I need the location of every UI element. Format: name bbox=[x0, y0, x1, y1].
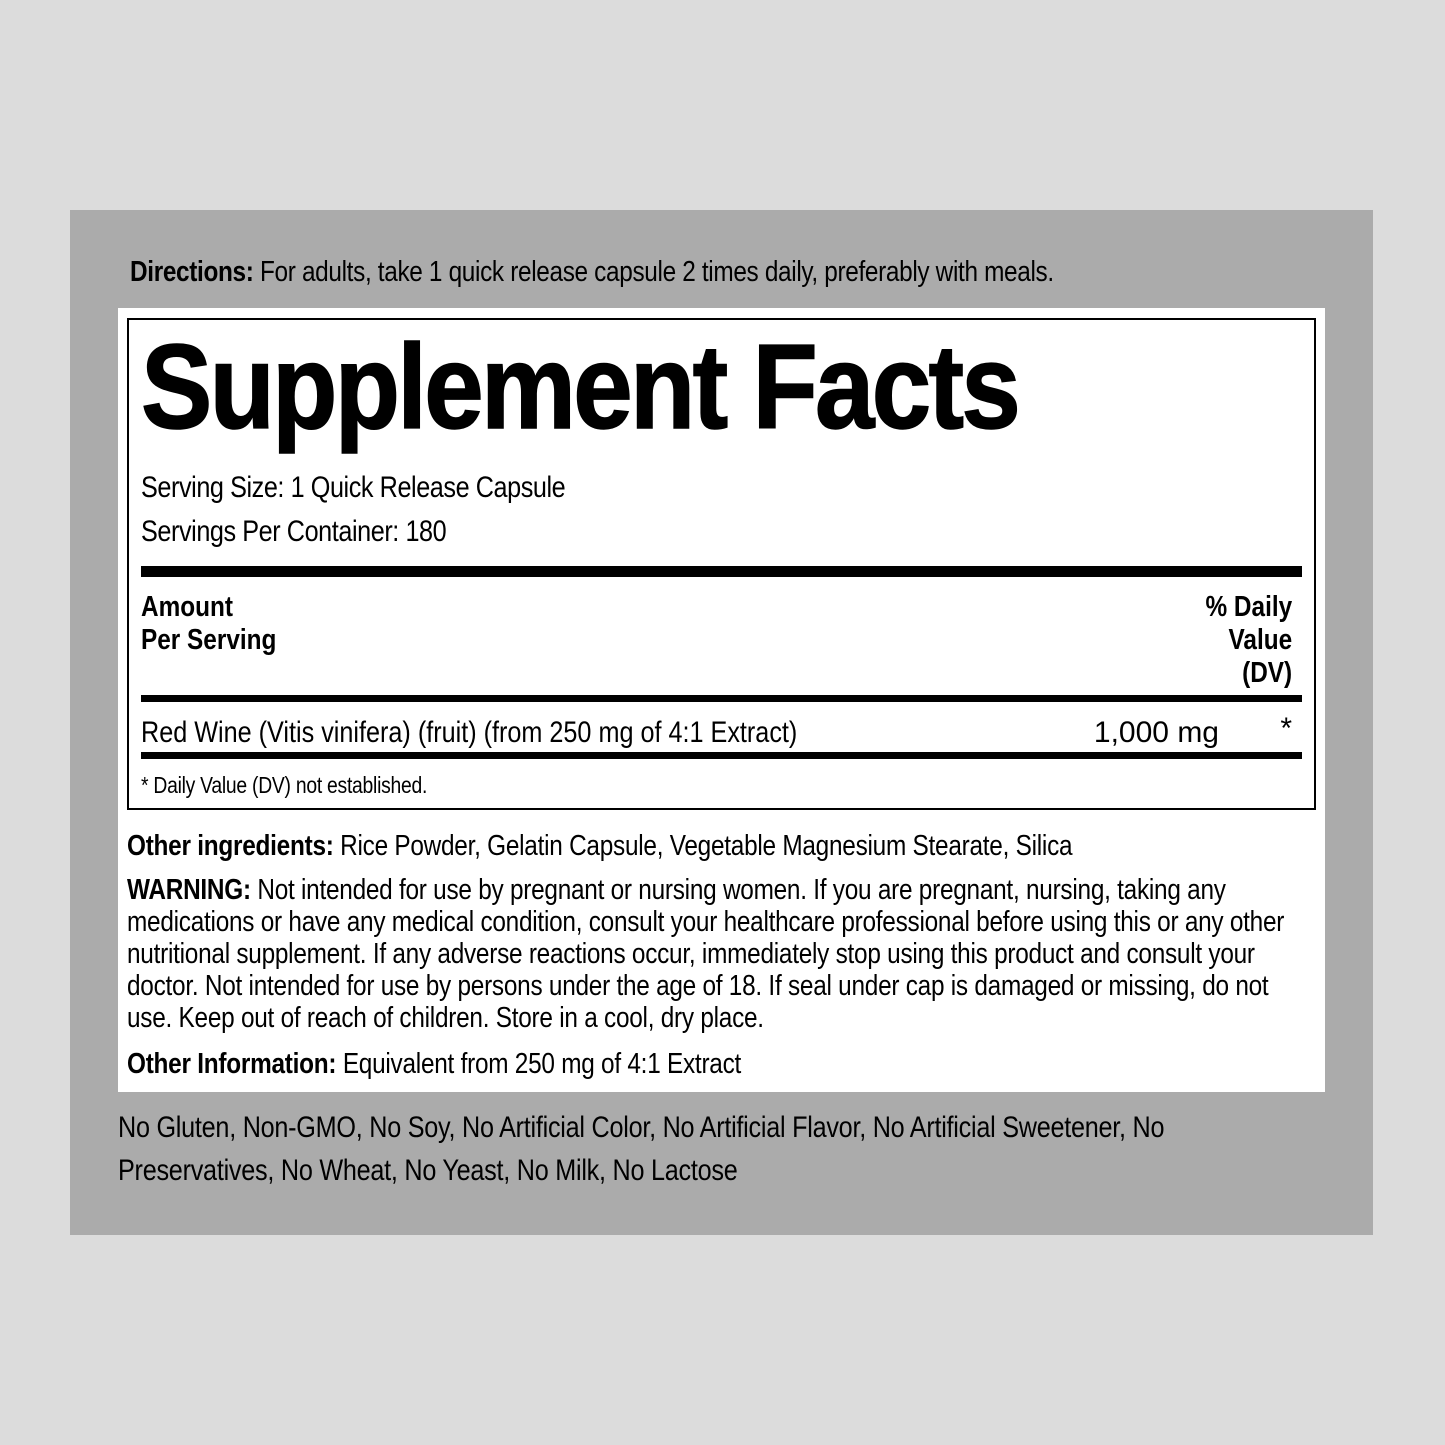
serving-size: Serving Size: 1 Quick Release Capsule bbox=[141, 471, 566, 504]
rule-medium-1 bbox=[141, 695, 1302, 702]
dv-footnote-text: * Daily Value (DV) not established. bbox=[141, 772, 428, 798]
servings-per-container: Servings Per Container: 180 bbox=[141, 515, 447, 548]
rule-thick-top bbox=[141, 566, 1302, 577]
supplement-label-card bbox=[118, 308, 1325, 1092]
amount-header-line1: Amount bbox=[141, 591, 234, 623]
dv-header-line2: Value bbox=[1228, 624, 1292, 656]
warning-text bbox=[127, 874, 1316, 1034]
ingredient-dv: * bbox=[1280, 712, 1292, 745]
supplement-facts-title: Supplement Facts bbox=[141, 320, 1019, 454]
supplement-facts-box bbox=[127, 318, 1316, 810]
warning-label: WARNING: bbox=[127, 874, 251, 906]
warning-paragraph bbox=[127, 874, 1316, 1034]
daily-value-header bbox=[1189, 591, 1292, 690]
dv-header-line3: (DV) bbox=[1241, 657, 1292, 689]
label-panel bbox=[70, 210, 1373, 1235]
warning-body: Not intended for use by pregnant or nursing women. If you are pregnant, nursing, taking any medications or have any medical condition, consult your healthcare professional before using this or any other nutritional supplement. If any adverse reactions occur, immediately stop using this product and consult your doctor. Not intended for use by persons under the age of 18. If seal under cap is damaged or missing, do not use. Keep out of reach of children. Store in a cool, dry place. bbox=[127, 874, 1285, 1034]
amount-header-line2: Per Serving bbox=[141, 624, 277, 656]
facts-header-row bbox=[141, 591, 1302, 690]
claims-body: No Gluten, Non-GMO, No Soy, No Artificial Color, No Artificial Flavor, No Artificial Sweetener, No Preservatives, No Wheat, No Yeast, No Milk, No Lactose bbox=[118, 1111, 1165, 1187]
other-information-body: Equivalent from 250 mg of 4:1 Extract bbox=[342, 1048, 742, 1080]
other-ingredients-body: Rice Powder, Gelatin Capsule, Vegetable Magnesium Stearate, Silica bbox=[340, 830, 1073, 862]
other-ingredients-label: Other ingredients: bbox=[127, 830, 334, 862]
ingredient-amount: 1,000 mg bbox=[1093, 716, 1219, 749]
rule-medium-2 bbox=[141, 752, 1302, 759]
other-ingredients-text bbox=[127, 830, 1316, 862]
other-information bbox=[127, 1048, 1316, 1080]
directions-label: Directions: bbox=[130, 256, 254, 288]
dv-header-line1: % Daily bbox=[1205, 591, 1292, 623]
dv-footnote bbox=[141, 771, 1302, 799]
directions-line bbox=[130, 256, 1230, 289]
ingredient-row bbox=[141, 714, 1302, 752]
serving-block bbox=[141, 466, 1302, 554]
ingredient-name: Red Wine (Vitis vinifera) (fruit) (from 250 mg of 4:1 Extract) bbox=[141, 716, 798, 749]
claims-text bbox=[118, 1106, 1325, 1192]
other-information-label: Other Information: bbox=[127, 1048, 337, 1080]
other-information-text bbox=[127, 1048, 1316, 1080]
directions-text bbox=[130, 256, 1054, 289]
amount-per-serving-header bbox=[141, 591, 302, 657]
directions-body: For adults, take 1 quick release capsule 2 times daily, preferably with meals. bbox=[259, 256, 1054, 288]
other-ingredients bbox=[127, 830, 1316, 862]
